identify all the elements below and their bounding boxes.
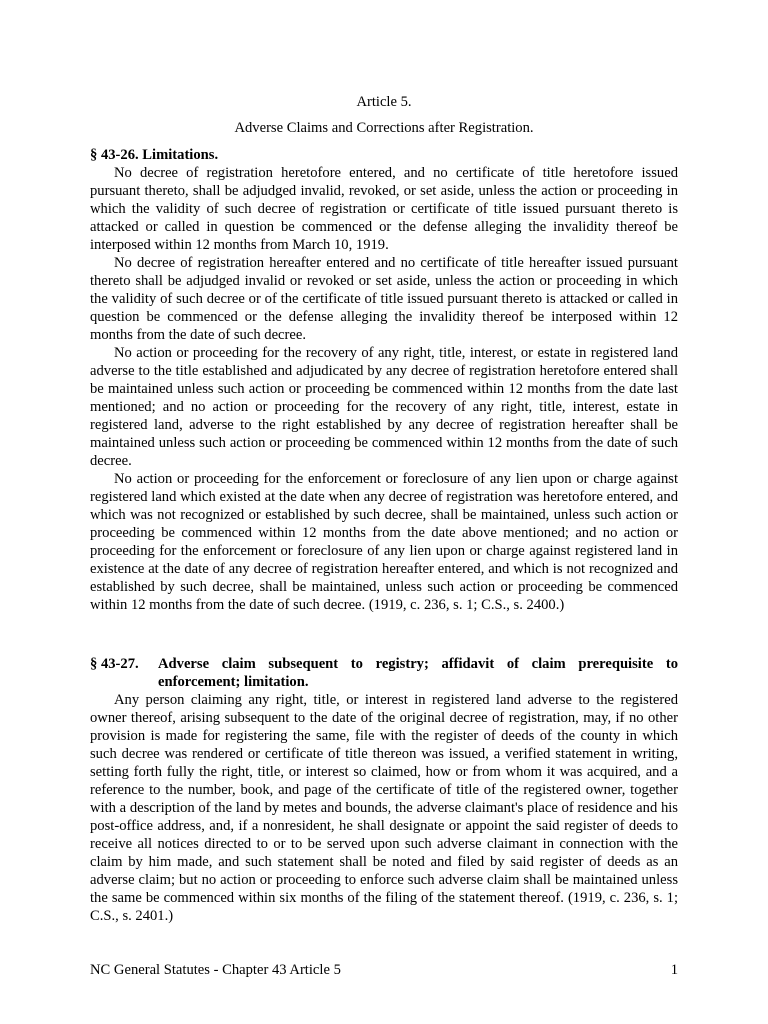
- article-label: Article 5.: [356, 94, 412, 110]
- page-number: 1: [670, 962, 678, 978]
- section-paragraph: No action or proceeding for the recovery of any right, title, interest, or estate in registered land adverse to the title established and adjudicated by any decree of registration heretofore entered shall be maintained unless such action or proceeding be commenced within 12 months from the date last mentioned; and no action or proceeding for the recovery of any right, title, interest, estate in registered land, adverse to the right established by any decree of registration hereafter shall be maintained unless such action or proceeding be commenced within 12 months from the date of such decree.: [90, 345, 678, 469]
- section-43-26: [90, 146, 678, 614]
- section-43-27: [90, 655, 678, 925]
- page-footer: [90, 961, 678, 979]
- section-heading: § 43-26. Limitations.: [90, 147, 219, 163]
- article-title: Adverse Claims and Corrections after Registration.: [234, 120, 534, 136]
- section-paragraph: No decree of registration hereafter entered and no certificate of title hereafter issued pursuant thereto shall be adjudged invalid or revoked or set aside, unless the action or proceeding in which the validity of such decree or of the certificate of title issued pursuant thereto is attacked or called in question be commenced or the defense alleging the invalidity thereof be interposed within 12 months from the date of such decree.: [90, 255, 678, 343]
- section-heading: [90, 655, 678, 691]
- footer-source: NC General Statutes - Chapter 43 Article 5: [90, 962, 341, 978]
- section-paragraph: No action or proceeding for the enforcement or foreclosure of any lien upon or charge against registered land which existed at the date when any decree of registration was heretofore entered, and which was not recognized or established by such decree, shall be maintained, unless such action or proceeding be commenced within 12 months from the date above mentioned; and no action or proceeding for the enforcement or foreclosure of any lien upon or charge against registered land in existence at the date of any decree of registration hereafter entered, and which is not recognized and established by such decree, shall be maintained, unless such action or proceeding be commenced within 12 months from the date of such decree. (1919, c. 236, s. 1; C.S., s. 2400.): [90, 471, 678, 613]
- section-heading-text: Adverse claim subsequent to registry; affidavit of claim prerequisite to enforcement; limitation.: [158, 656, 678, 690]
- section-paragraph: Any person claiming any right, title, or interest in registered land adverse to the registered owner thereof, arising subsequent to the date of the original decree of registration, may, if no other provision is made for registering the same, file with the register of deeds of the county in which such decree was rendered or certificate of title thereon was issued, a verified statement in writing, setting forth fully the right, title, or interest so claimed, how or from whom it was acquired, and a reference to the number, book, and page of the certificate of title of the registered owner, together with a description of the land by metes and bounds, the adverse claimant's place of residence and his post-office address, and, if a nonresident, he shall designate or appoint the said register of deeds to receive all notices directed to or to be served upon such adverse claimant in connection with the claim by him made, and such statement shall be noted and filed by said register of deeds as an adverse claim; but no action or proceeding to enforce such adverse claim shall be maintained unless the same be commenced within six months of the filing of the statement thereof. (1919, c. 236, s. 1; C.S., s. 2401.): [90, 692, 678, 924]
- section-number: § 43-27.: [90, 656, 139, 672]
- section-paragraph: No decree of registration heretofore entered, and no certificate of title heretofore issued pursuant thereto, shall be adjudged invalid, revoked, or set aside, unless the action or proceeding in which the validity of such decree of registration or certificate of title issued pursuant thereto is attacked or called in question be commenced or the defense alleging the invalidity thereof be interposed within 12 months from March 10, 1919.: [90, 165, 678, 253]
